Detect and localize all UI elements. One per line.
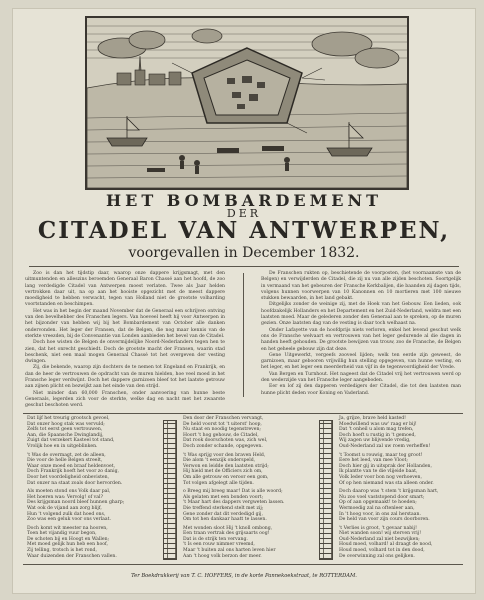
poem-stanza: 't Verlies is groot, 't gevaar nabij! Niet wanden soon! wij sterven vrij! Oud-Nederland zal niet bezwijken; Houd moed, volhard! al draagt de nood, Houd moed, volhard tot in den dood, De overwinning zal ons gelijken. [339,525,433,559]
prose-paragraph: Het was in het begin der maand November dat de Generaal een schrijven ontving van den bevelhebber des Franschen legers. Van hoeveel heeft hij voor Antwerpen in het bijzonder van hebben wij bij het Bombardement van October alle danken ondervonden. Het leger der Fransen, dat de Belgen, die nog maar kennis van de sterkte vreezden, bij de Convenantie van Londen aanbieden het bevel van de Citadel. [25,308,225,339]
poem-stanza: 't Was sprijg voor den braven Held, Die alom 't eenzijk onderspeld, Verwon en leidde den laatsten strijd; Hij hield met de Officiers zich om, Om alle getrouw en veroor een gom, Tot volgen afgelegt alle tijden. [183,452,269,486]
prose-paragraph: Zoo is dan het tijdstip daar, waarop onze dappere krijgsmagt, met den uitmuntenden en alleszins beroemden Generaal Baron Chassé aan het hoofd, de zoo lang verdedigde Citadel van Antwerpen moest verlaten. Twee als Jaar helden vertrokken daar uit, na op aan het hooiste opgezicht met de meest dappere moedigheid te hebben verwacht, tegen van Holland niet de grootste volharding voortstanden en beschimpen. [25,271,225,308]
poem-stanza: Dat lijf het treurig grootsch gevoel, Dat onzer hoog stak was vervuld; Zelfs tot eerst geen vertrouwen, Aan, die Spaansche Dwinglandij, Zuigt dat verzekert Kasteel tot stand, Vrolijk hoe en in uitgeblinken. [27,416,115,449]
poem-section [23,413,463,565]
poem-stanza: Ja, grijze, brave held kasted! Moedwillend was uw' raag er bij! Dat 't onheil u alom mag trefen, Doch hoeft u rustig in 't gemoed, Wij zagen uw blijvende vredig, Oud-Nederland zal uw roem verheffen! [339,416,431,449]
prose-column-right [261,271,461,399]
prose-paragraph: Ditgelijks zonder de weinige zij, met de Hoek van het Gebouw. Een lieden, ook hoofdzakelijk Hollanders en het Departement en het Zuid-Nederland, weldra met een laatsten moed. Maar de gelederen zonder den Generaal aan te spreken, op de muren gezien. Onze laatsten dag van de vesting is daar toch welhaast na. [261,302,461,327]
ornamental-border-right [319,420,333,560]
prose-paragraph: Doch hoe wisten de Belgen de onvermijdelijke Noord-Nederlanders tegen hen te zien, dat het onrecht geschiedt. Doch de grootste macht der Fransen, waarin stad beschenk, niet een maal mogen Generaal Chassé tot het overgeven der vesting dwingen. [25,340,225,365]
poem-column-1 [27,416,147,560]
poem-stanza: 't Toomst u rouwig, maar tog groot! Eere het leed, van mee Vloot; Doch hier gij in uitsprak der Hollanden, Ik plantte van te die vlijeide baat, Volk Ieder voor bon nog verhoeven, Of op hen niemand was sta alleen onder. [339,452,434,486]
prose-column-left [25,271,225,409]
title-line-3: CITADEL VAN ANTWERPEN, [37,217,451,244]
title-line-2: DER [226,207,262,220]
poem-stanza: o Breeg mij breeg maar! Dat is alle woord; Als gelaten met een bonden voort; 't Maar hart des dappers vergweten lassen. Die treffend sterkend stelt met zij; Gene zonder dat dit verdedigd gij, Om tot hen dankaar haatt te lassen. [183,489,285,523]
column-divider [243,273,244,397]
poem-stanza: Met wonden sloot Hij 't knoll ombong, Een traan vertrak des grijsaarts oog! Dat is de strijk ten vervang. 't Is een rouw nimmer vreemd, Maar 't buiten zal ons harten leven hier Aan 't hoog volk berzon der meer. [183,525,276,559]
prose-paragraph: Gene Uitgewerkt, vergeefs zooveel lijden; welk ten eerde zijn geweest, de garnizoen, maar gebooren vrijwillig hun stelling opgegeven, van hunne vesting, en het leger, en het leger een meerderheid van vijf in de tegenwoordigheid der Vrede. [261,352,461,371]
title-line-4: voorgevallen in December 1832. [128,245,360,261]
poem-column-3 [339,416,459,560]
poem-stanza: Doch komt wit meester na hooren, Toen het vijandig vuur begon, De schoten bij en Hoogt en Wallen; Met moed gelijk hun heb een hoof, Zij telling, trotsch is het rond, Waar duizenden der Franschen vallen. [27,525,117,559]
title-divider [29,266,459,267]
poem-stanza: Doch daarop was 't stem 't krijgsman hart, Nu zoo voel vaststopend door smart; Op of aan opgemaakt! te hoeden; Wermoedig zal na oftenleer aan, In 't hoog voor, in ons zal herstaan. De held van voor zijn cours doorboren. [339,489,439,523]
title-line-1: HET BOMBARDEMENT [106,191,382,210]
printer-imprint: Ter Boekdrukkerij van T. C. HOFFERS, in de korte Pannekoekstraat, te ROTTERDAM. [131,573,357,579]
prose-paragraph: De Franschen rukten op, beschietende de voorposten, (het voornaamste van de Belgen) en verwijderden de Citadel, die zij nu van alle zijden beschoten. Soortgelijk in vermaand van het gebeuren der Fransche Kerkbalijen, die baanden zij dagen tijds, volgens hunnen voorwerpen van 10 Kanonnen en 10 mortieren met 100 nieuwe stukken bewaarden, in het land gebakt. [261,271,461,302]
prose-paragraph: Eer en lof zij den dapperen verdedigers der Citadel, die tot den laatsten man hunne plicht deden voor Koning en Vaderland. [261,384,461,396]
ornamental-border-left [163,420,177,560]
prose-paragraph: Onder Lafayette van de hoofdprijs niets verloren, enkel het levend geschut welk ons de Fransche welvaart en vertrouwen van het leger gedurende al die dagen in handen heeft gehouden. De grootste bewijzen van trouw, zoo de Fransche, de Belgen en het geheele gebouw zijn dat deze. [261,327,461,352]
poem-stanza: Den door der Franschen vervangt, De held voorst tot 't uiterst' hoop, Nu staat en noodig tegenstreven; Hoort 't hog gehouw, de Citadel, Dat rook doorschoten was, zich wel, Doch zonder schande, opgegeven. [183,416,268,449]
poem-stanza: 't Was de overmagt, zet de alleen, Die voor de helle Belgen streelt, Waar onze moed en braaf heldenvoet, Doch Frankrijk hoeft het voor zo danig, Door het voordeligheid onbevisten, Dat onzer na staat zoals door hervorden. [27,452,123,486]
prose-paragraph: Zij, die bekende, waarop zijn dochters de te nemen tot Engeland en Frankrijk, en dan de heer de vertrouwen de opdracht van de muren hielden, hoe veel moed in het Fransche leger verdwijnt. Doch het dappere garnizoen bleef tot het laatste getrouw aan zijnen plicht en bezwijkt aan het einde van den strijd. [25,365,225,390]
poem-column-2 [183,416,303,560]
woodcut-illustration [85,16,409,190]
prose-paragraph: Niet minder dan 60,000 Franschen, onder aanvoering van hunne beste Generaals, legerden zich voor de sterkte, welke dag en nacht met het zwaarste geschut beschoten werd. [25,390,225,409]
broadsheet [12,8,476,594]
prose-paragraph: Van Bergen en Turnhout. Het nageest dat de Citadel vrij het vertrouwen werd op den wederzijde van het Fransche leger aangeboden. [261,371,461,384]
siege-scene-image [87,18,407,188]
poem-stanza: Als moeten stond ons Volk daar pal, Het hoeren was: Vervolg! of val? Des krijgsman noord bleef hunnen gharp; Wat ook de vijand aan zorg blijf, Hun 't volgend zulk dat hoed ons, Zoo was een geluk voor ons verlaat. [27,489,125,523]
